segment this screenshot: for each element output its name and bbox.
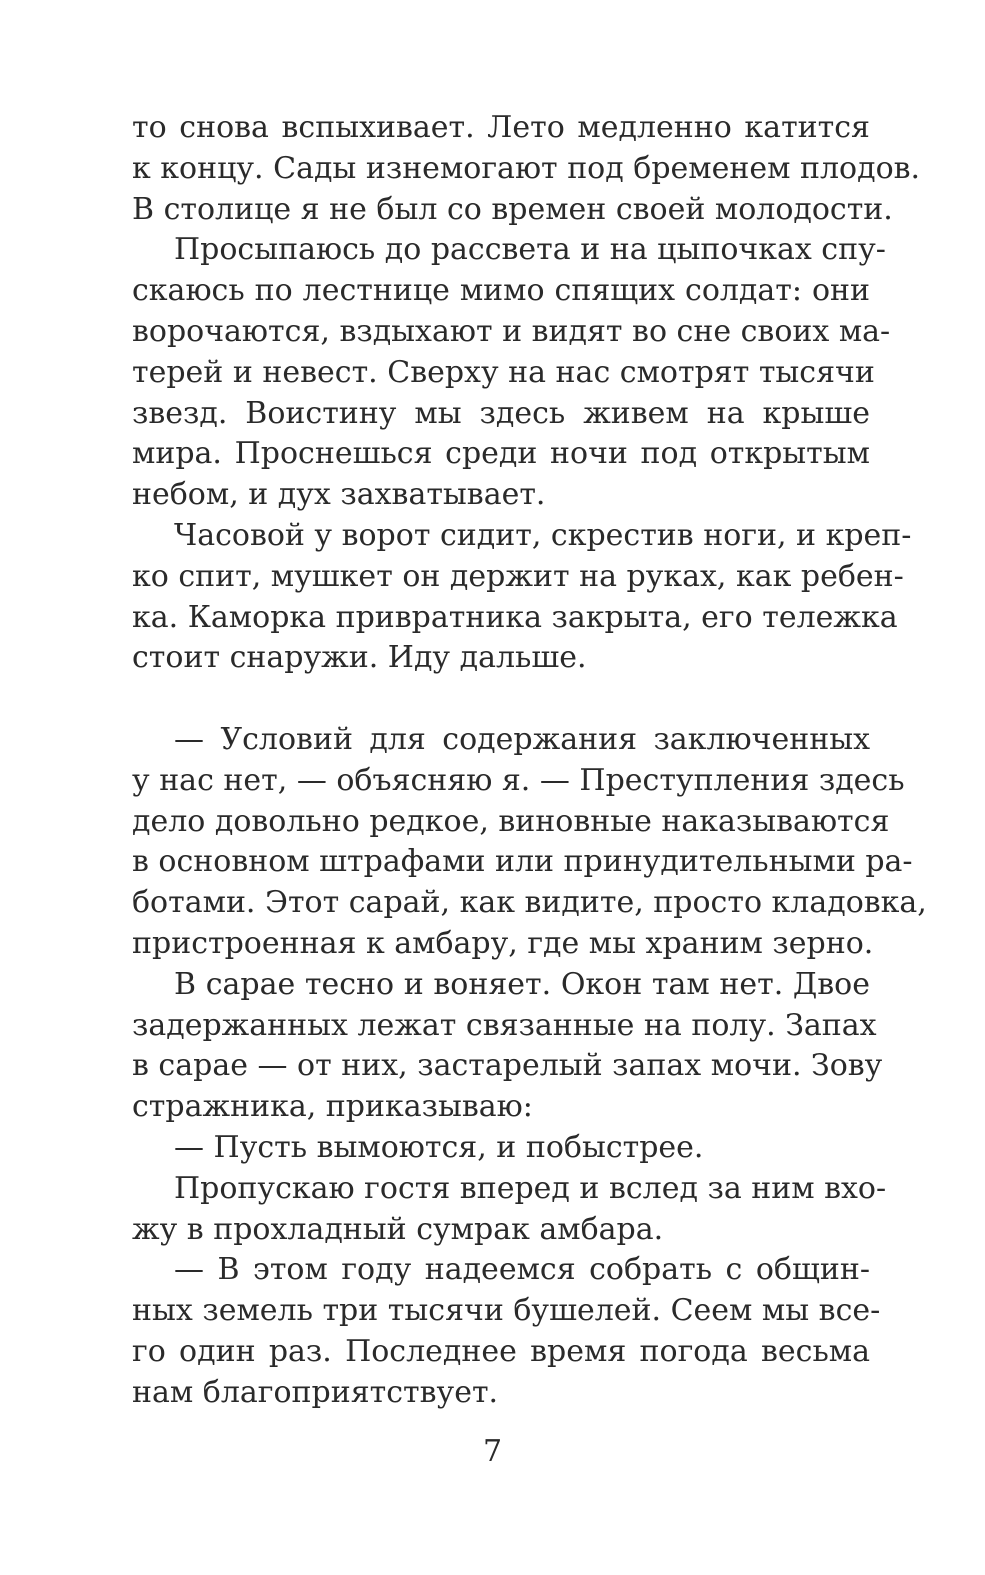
text-line: терей и невест. Сверху на нас смотрят тысячи xyxy=(132,354,875,390)
text-line: к концу. Сады изнемогают под бременем плодов. xyxy=(132,150,921,186)
text-line: небом, и дух захватывает. xyxy=(132,477,546,513)
page-number: 7 xyxy=(482,1434,503,1469)
text-line: ботами. Этот сарай, как видите, просто кладовка, xyxy=(132,885,927,921)
text-line: дело довольно редкое, виновные наказываются xyxy=(132,803,890,839)
text-line: Просыпаюсь до рассвета и на цыпочках спу- xyxy=(174,232,886,268)
paragraph-6 xyxy=(132,1128,870,1169)
page-body xyxy=(132,108,927,1414)
text-line: пристроенная к амбару, где мы храним зерно. xyxy=(132,925,874,961)
paragraph-2 xyxy=(132,230,891,516)
text-line: ных земель три тысячи бушелей. Сеем мы все- xyxy=(132,1293,881,1329)
text-line: мира. Проснешься среди ночи под открытым xyxy=(132,436,870,472)
text-line: скаюсь по лестнице мимо спящих солдат: они xyxy=(132,273,870,309)
section-break xyxy=(132,679,870,720)
text-line: нам благоприятствует. xyxy=(132,1374,499,1410)
text-line: ко спит, мушкет он держит на руках, как ребен- xyxy=(132,558,904,594)
text-line: стоит снаружи. Иду дальше. xyxy=(132,640,587,676)
text-line: Пропускаю гостя вперед и вслед за ним вхо- xyxy=(174,1170,887,1206)
text-line: звезд. Воистину мы здесь живем на крыше xyxy=(132,395,870,431)
paragraph-4 xyxy=(132,720,927,965)
text-line: стражника, приказываю: xyxy=(132,1089,533,1125)
text-line: го один раз. Последнее время погода весьма xyxy=(132,1333,870,1369)
text-line: ворочаются, вздыхают и видят во сне своих ма- xyxy=(132,313,891,349)
text-line: Часовой у ворот сидит, скрестив ноги, и креп- xyxy=(174,517,912,553)
text-line: — Условий для содержания заключенных xyxy=(174,721,870,757)
paragraph-5 xyxy=(132,965,883,1128)
paragraph-7 xyxy=(132,1169,887,1251)
text-line: — В этом году надеемся собрать с общин- xyxy=(174,1252,870,1288)
text-line: в сарае — от них, застарелый запах мочи. Зову xyxy=(132,1048,883,1084)
paragraph-8 xyxy=(132,1250,881,1413)
text-line: у нас нет, — объясняю я. — Преступления здесь xyxy=(132,762,905,798)
text-line: жу в прохладный сумрак амбара. xyxy=(132,1211,664,1247)
paragraph-3 xyxy=(132,516,912,679)
text-line: В столице я не был со времен своей молодости. xyxy=(132,191,893,227)
text-line: В сарае тесно и воняет. Окон там нет. Двое xyxy=(174,966,870,1002)
text-line: в основном штрафами или принудительными ра- xyxy=(132,844,913,880)
text-line: — Пусть вымоются, и побыстрее. xyxy=(174,1129,704,1165)
text-line: то снова вспыхивает. Лето медленно катится xyxy=(132,110,870,145)
paragraph-1 xyxy=(132,108,921,230)
text-line: ка. Каморка привратника закрыта, его тележка xyxy=(132,599,898,635)
text-line: задержанных лежат связанные на полу. Запах xyxy=(132,1007,877,1043)
